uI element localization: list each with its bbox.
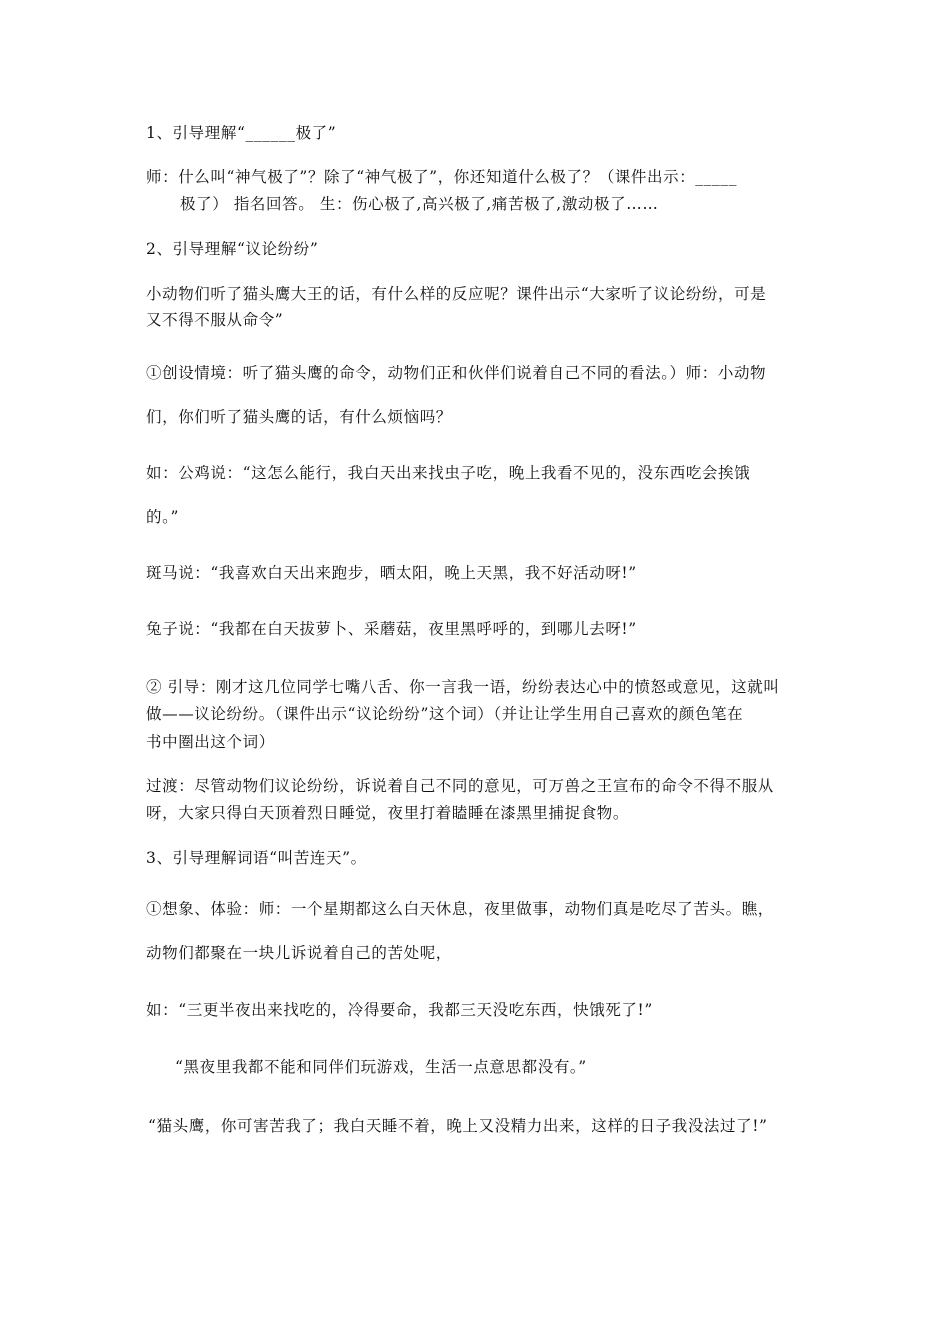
heading-3: 3、引导理解词语“叫苦连天”。 [146, 849, 367, 867]
paragraph-line: 兔子说：“我都在白天拔萝卜、采蘑菇，夜里黑呼呼的，到哪儿去呀!” [146, 620, 637, 638]
paragraph-line: 师：什么叫“神气极了”？除了“神气极了”，你还知道什么极了？（课件出示：_____ [146, 168, 738, 186]
paragraph-line: 小动物们听了猫头鹰大王的话，有什么样的反应呢？课件出示“大家听了议论纷纷，可是 [146, 285, 767, 303]
paragraph-line: 极了） 指名回答。 生：伤心极了,高兴极了,痛苦极了,激动极了…… [180, 195, 659, 213]
paragraph-line: 又不得不服从命令” [146, 311, 284, 329]
paragraph-line: “猫头鹰，你可害苦我了；我白天睡不着，晚上又没精力出来，这样的日子我没法过了!” [148, 1117, 768, 1135]
paragraph-line: ①创设情境：听了猫头鹰的命令，动物们正和伙伴们说着自己不同的看法。）师：小动物 [146, 364, 767, 382]
paragraph-line: ② 引导：刚才这几位同学七嘴八舌、你一言我一语，纷纷表达心中的愤怒或意见，这就叫 [146, 678, 780, 696]
paragraph-line: “黑夜里我都不能和同伴们玩游戏，生活一点意思都没有。” [175, 1058, 587, 1076]
paragraph-line: 斑马说：“我喜欢白天出来跑步，晒太阳，晚上天黑，我不好活动呀!” [146, 564, 637, 582]
paragraph-line: 如：“三更半夜出来找吃的，冷得要命，我都三天没吃东西，快饿死了!” [146, 1001, 653, 1019]
paragraph-line: 们，你们听了猫头鹰的话，有什么烦恼吗？ [146, 408, 452, 426]
paragraph-line: ①想象、体验：师：一个星期都这么白天休息，夜里做事，动物们真是吃尽了苦头。瞧， [146, 900, 774, 918]
paragraph-line: 动物们都聚在一块儿诉说着自己的苦处呢， [146, 944, 452, 962]
heading-1: 1、引导理解“______极了” [146, 124, 337, 142]
paragraph-line: 的。” [146, 508, 179, 526]
paragraph-line: 如：公鸡说：“这怎么能行，我白天出来找虫子吃，晚上我看不见的，没东西吃会挨饿 [146, 464, 751, 482]
paragraph-line: 呀，大家只得白天顶着烈日睡觉，夜里打着瞌睡在漆黑里捕捉食物。 [146, 804, 630, 822]
paragraph-line: 过渡：尽管动物们议论纷纷，诉说着自己不同的意见，可万兽之王宣布的命令不得不服从 [146, 777, 774, 795]
paragraph-line: 书中圈出这个词） [146, 733, 275, 751]
heading-2: 2、引导理解“议论纷纷” [146, 240, 319, 258]
paragraph-line: 做——议论纷纷。（课件出示“议论纷纷”这个词）（并让让学生用自己喜欢的颜色笔在 [146, 705, 744, 723]
